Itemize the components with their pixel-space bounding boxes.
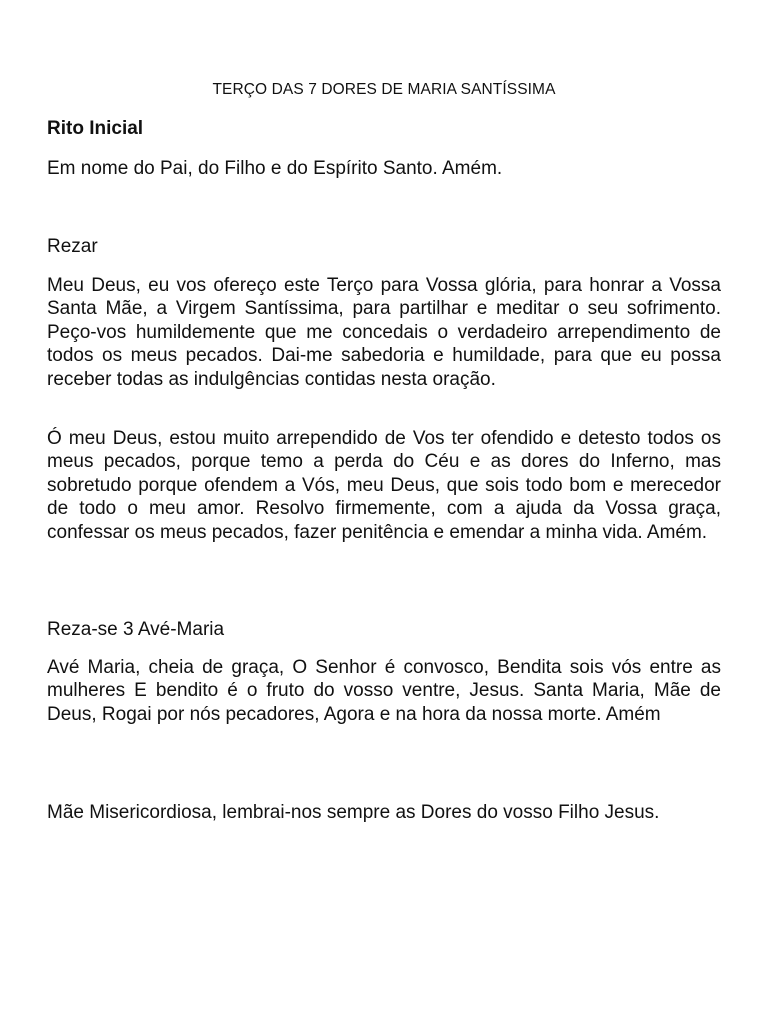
document-title: TERÇO DAS 7 DORES DE MARIA SANTÍSSIMA: [212, 81, 556, 98]
section-heading: Rito Inicial: [47, 118, 144, 139]
pray-label: Rezar: [47, 236, 98, 257]
sign-of-cross-text: Em nome do Pai, do Filho e do Espírito Santo. Amém.: [47, 158, 503, 179]
hail-mary-paragraph: Avé Maria, cheia de graça, O Senhor é convosco, Bendita sois vós entre as mulheres E bendito é o fruto do vosso ventre, Jesus. Santa Maria, Mãe de Deus, Rogai por nós pecadores, Agora e na hora da nossa morte. Amém: [47, 657, 721, 725]
act-of-contrition-paragraph: Ó meu Deus, estou muito arrependido de Vos ter ofendido e detesto todos os meus pecados, porque temo a perda do Céu e as dores do Inferno, mas sobretudo porque ofendem a Vós, meu Deus, que sois todo bom e merecedor de todo o meu amor. Resolvo firmemente, com a ajuda da Vossa graça, confessar os meus pecados, fazer penitência e emendar a minha vida. Amém.: [47, 428, 721, 543]
hail-mary-label: Reza-se 3 Avé-Maria: [47, 619, 225, 640]
closing-invocation-text: Mãe Misericordiosa, lembrai-nos sempre as Dores do vosso Filho Jesus.: [47, 802, 660, 823]
offering-prayer-paragraph: Meu Deus, eu vos ofereço este Terço para Vossa glória, para honrar a Vossa Santa Mãe, a Virgem Santíssima, para partilhar e meditar o seu sofrimento. Peço-vos humildemente que me concedais o verdadeiro arrependimento de todos os meus pecados. Dai-me sabedoria e humildade, para que eu possa receber todas as indulgências contidas nesta oração.: [47, 275, 721, 390]
